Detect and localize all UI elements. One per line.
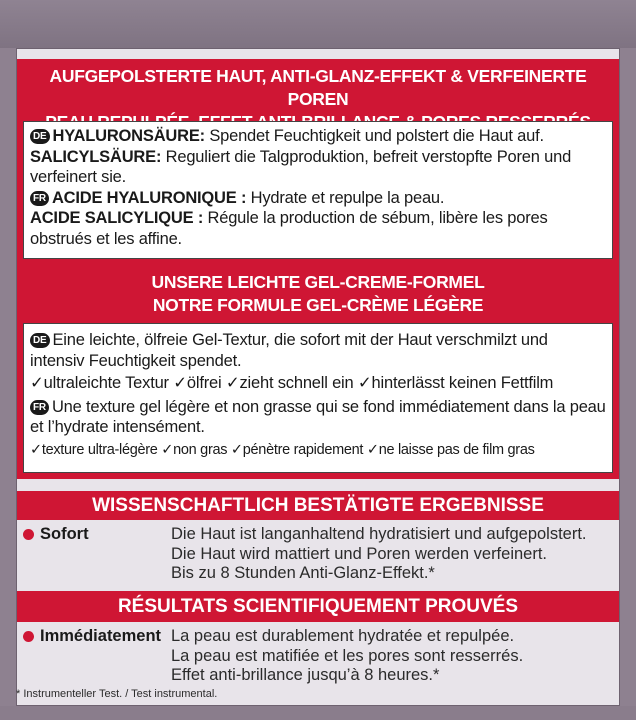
package-right-edge: [620, 48, 636, 708]
result-line: Die Haut ist langanhaltend hydratisiert und aufgepolstert.: [171, 525, 587, 543]
result-line: Effet anti-brillance jusqu’à 8 heures.*: [171, 666, 440, 684]
package-bottom-band: [0, 706, 636, 720]
package-top-band: [0, 0, 636, 48]
info-panel: [16, 48, 620, 706]
check-item: ✓ultraleichte Textur: [30, 374, 169, 392]
result-line: Bis zu 8 Stunden Anti-Glanz-Effekt.*: [171, 564, 435, 582]
ingredients-fr: [30, 188, 606, 250]
formula-title: [17, 267, 619, 317]
result-line: La peau est durablement hydratée et repulpée.: [171, 627, 515, 645]
ingredients-section: [17, 59, 619, 267]
formula-title-de: UNSERE LEICHTE GEL-CREME-FORMEL: [151, 272, 485, 292]
header-line-de: AUFGEPOLSTERTE HAUT, ANTI-GLANZ-EFFEKT & VERFEINERTE POREN: [49, 66, 587, 109]
salicylic-text-fr: Régule la production de sébum, libère les pores obstrués et les affine.: [30, 209, 548, 248]
hyaluronic-text-fr: Hydrate et repulpe la peau.: [246, 188, 445, 207]
check-item: ✓hinterlässt keinen Fettfilm: [357, 374, 554, 392]
formula-text-fr: [30, 397, 606, 438]
results-text-fr: [171, 627, 523, 686]
check-item: ✓zieht schnell ein: [225, 374, 354, 392]
check-item: ✓pénètre rapidement: [230, 441, 364, 458]
formula-description-fr: Une texture gel légère et non grasse qui se fond immédiatement dans la peau et l’hydrate intensément.: [30, 397, 606, 436]
results-title-de: WISSENSCHAFTLICH BESTÄTIGTE ERGEBNISSE: [17, 491, 619, 520]
check-item: ✓non gras: [161, 441, 228, 458]
hyaluronic-text-de: Spendet Feuchtigkeit und polstert die Haut auf.: [204, 127, 544, 145]
results-title-fr: RÉSULTATS SCIENTIFIQUEMENT PROUVÉS: [17, 591, 619, 622]
footnote: * Instrumenteller Test. / Test instrumental.: [16, 688, 218, 700]
salicylic-term-de: SALICYLSÄURE:: [30, 147, 162, 166]
formula-text-de: [30, 330, 606, 371]
checklist-fr: [30, 440, 606, 461]
salicylic-text-de: Reguliert die Talgproduktion, befreit verstopfte Poren und verfeinert sie.: [30, 147, 572, 186]
bullet-dot-icon: [23, 631, 34, 642]
de-language-badge: DE: [30, 129, 50, 144]
check-item: ✓ölfrei: [173, 374, 222, 392]
results-text-de: [171, 525, 587, 584]
de-language-badge: DE: [30, 333, 50, 348]
formula-section: [17, 267, 619, 479]
salicylic-term-fr: ACIDE SALICYLIQUE :: [30, 209, 204, 227]
results-label-fr: Immédiatement: [23, 627, 161, 646]
fr-language-badge: FR: [30, 191, 49, 206]
result-line: Die Haut wird mattiert und Poren werden verfeinert.: [171, 544, 548, 563]
check-item: ✓ne laisse pas de film gras: [366, 441, 535, 458]
formula-description-de: Eine leichte, ölfreie Gel-Textur, die sofort mit der Haut verschmilzt und intensiv Feuchtigkeit spendet.: [30, 331, 548, 370]
ingredients-box: [23, 121, 613, 259]
bullet-dot-icon: [23, 529, 34, 540]
fr-language-badge: FR: [30, 400, 49, 415]
hyaluronic-term-fr: ACIDE HYALURONIQUE :: [51, 188, 247, 207]
check-item: ✓texture ultra-légère: [30, 441, 158, 458]
result-line: La peau est matifiée et les pores sont resserrés.: [171, 646, 524, 665]
hyaluronic-term-de: HYALURONSÄURE:: [52, 127, 205, 145]
formula-box: [23, 323, 613, 473]
formula-title-fr: NOTRE FORMULE GEL-CRÈME LÉGÈRE: [152, 295, 484, 315]
ingredients-de: [30, 126, 606, 188]
package-left-edge: [0, 48, 16, 708]
checklist-de: [30, 373, 606, 394]
results-label-de: Sofort: [23, 525, 89, 544]
